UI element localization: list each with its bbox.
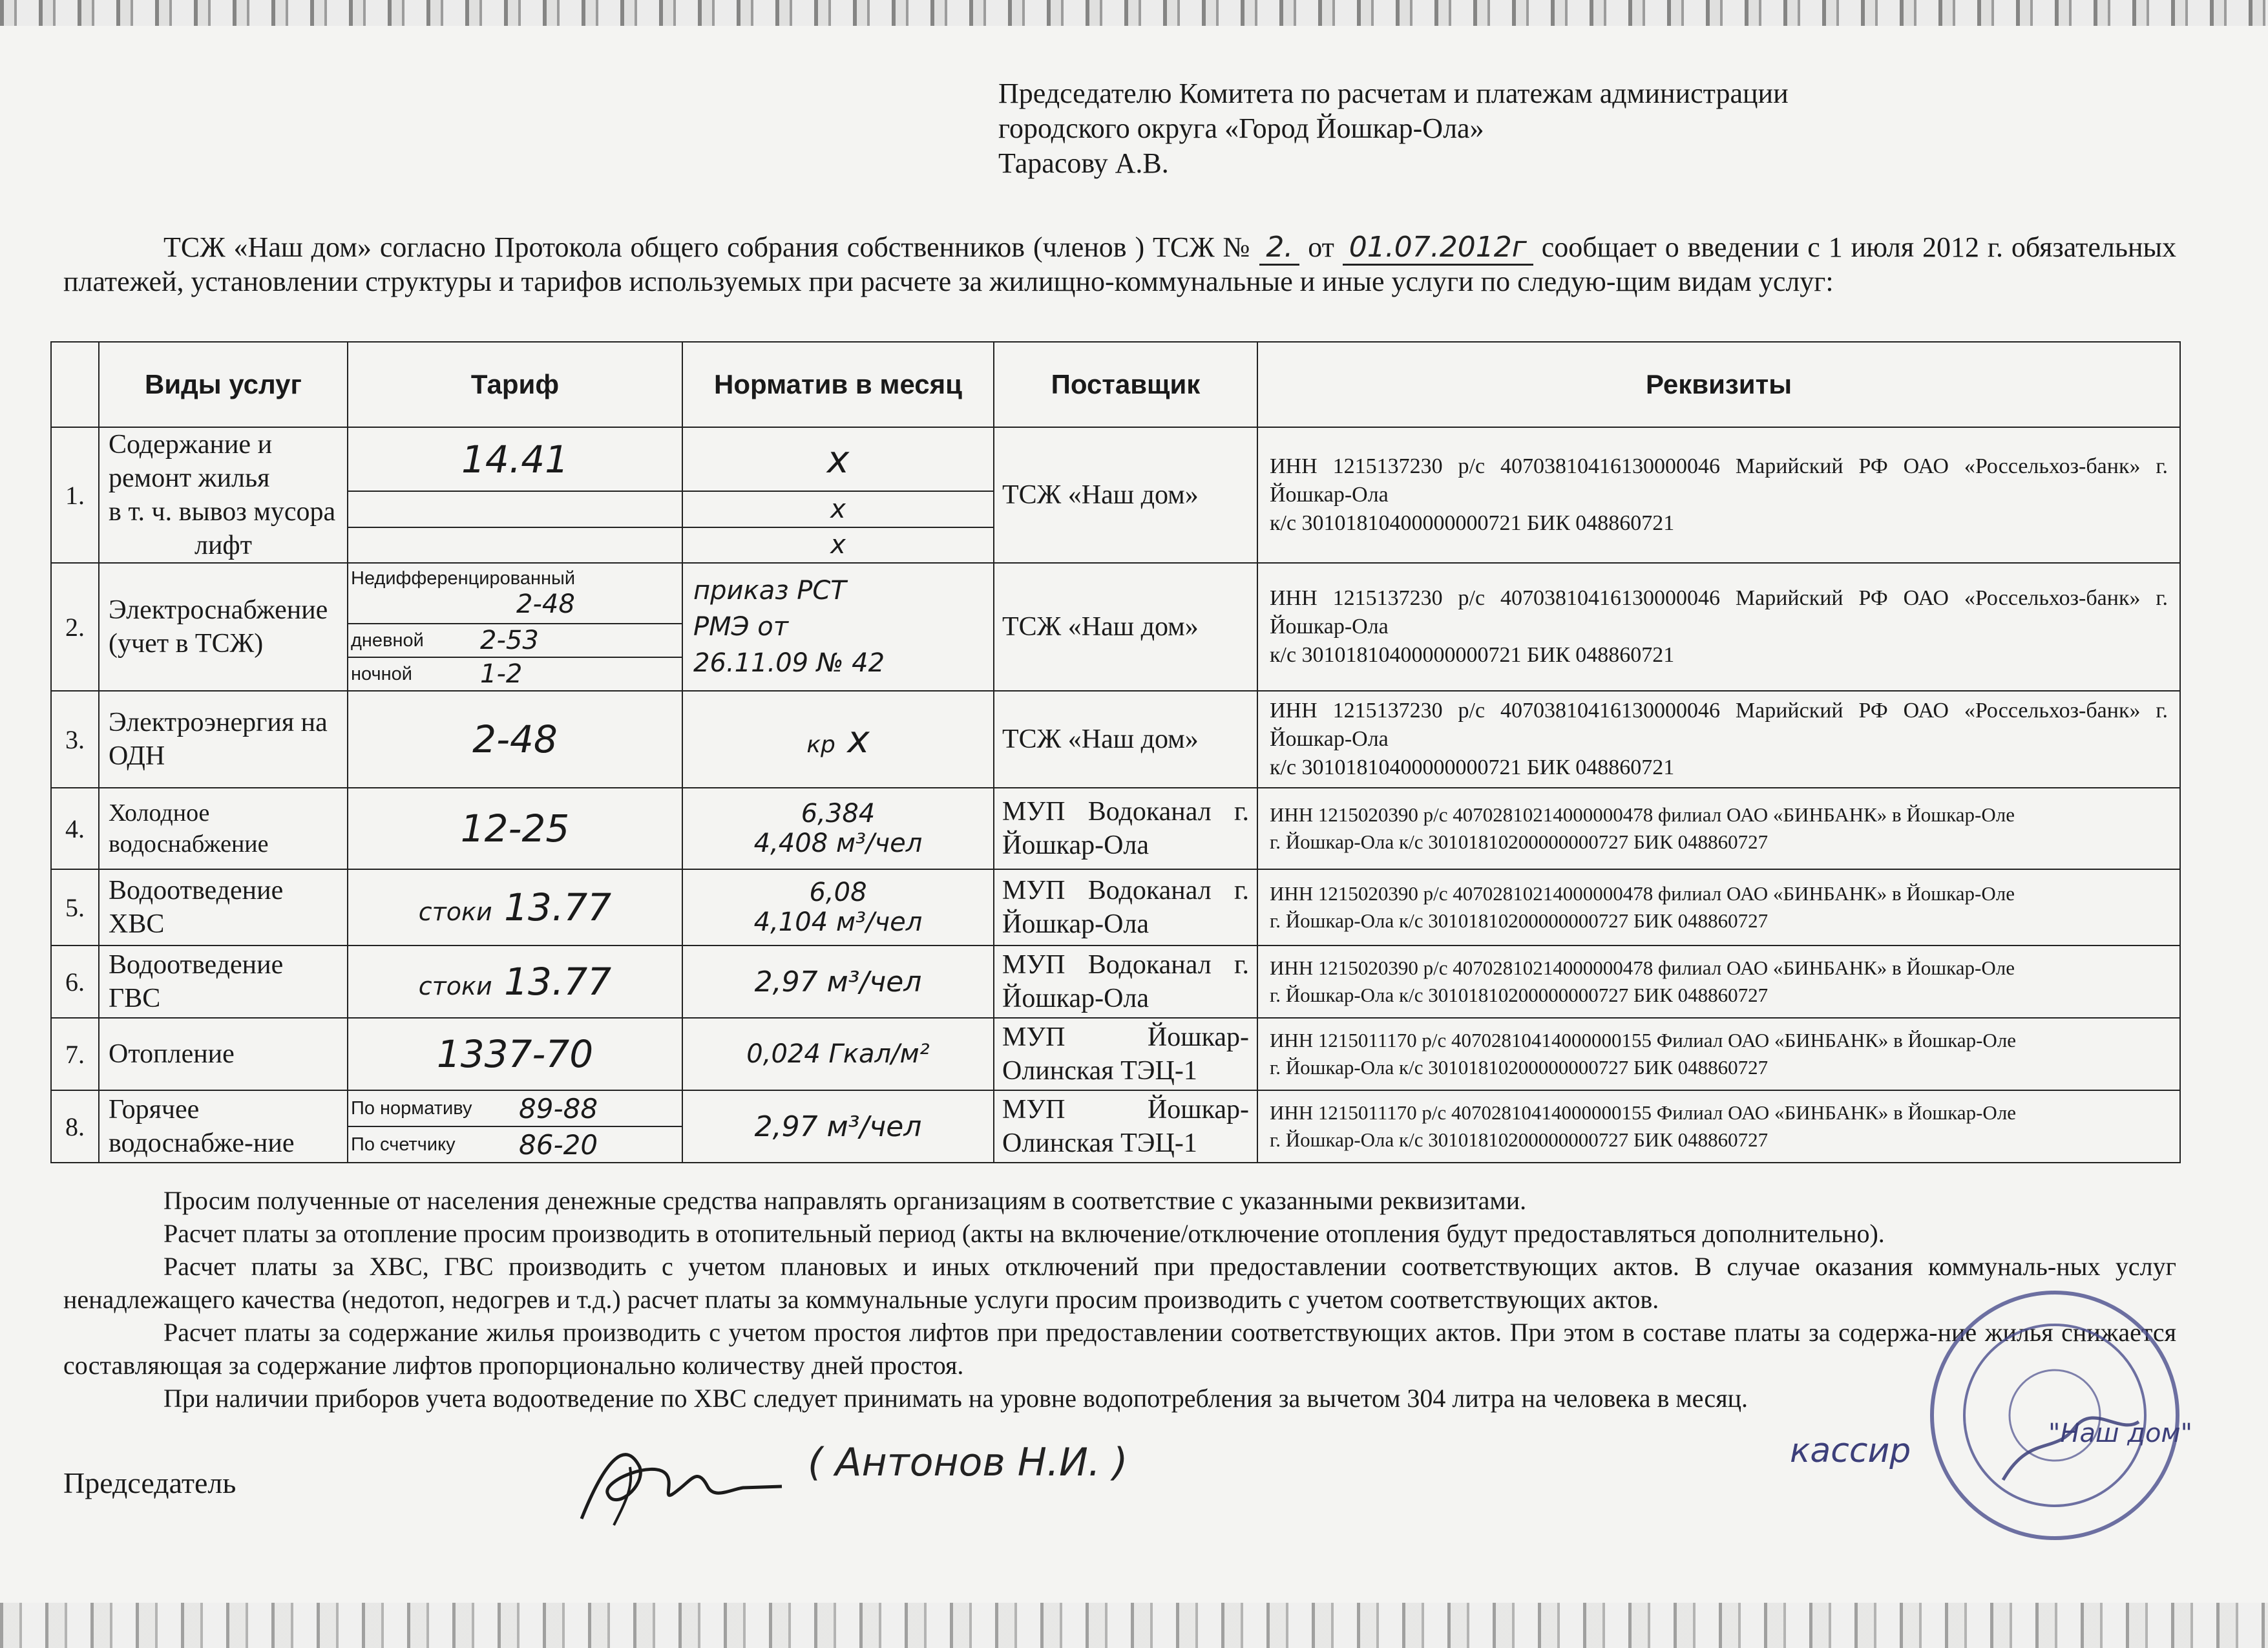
round-stamp-image: [1926, 1286, 2184, 1545]
table-row: [51, 788, 2180, 869]
addressee-line2: городского округа «Город Йошкар-Ола»: [998, 112, 1484, 144]
row-num: 4.: [51, 788, 99, 869]
tariff-sub-cell: [348, 563, 682, 624]
body-paragraphs: [63, 1184, 2176, 1415]
requisites-line: г. Йошкар-Ола к/с 30101810200000000727 БИК 048860727: [1270, 909, 1769, 932]
tariff-value: 14.41: [348, 427, 682, 491]
requisites: [1257, 869, 2180, 945]
intro-part3: сообщает о введении с 1 июля 2012 г. обязательных платежей, установлении структуры и тарифов используемых при расчете за жилищно-коммунальные и иные услуги по следую-щим видам услуг:: [63, 231, 2177, 297]
table-row: [51, 563, 2180, 624]
norm-prefix: кр: [806, 732, 835, 758]
norm-main: 4,104 м³/чел: [753, 907, 923, 937]
col-tariff: Тариф: [348, 342, 682, 427]
protocol-number: 2.: [1259, 231, 1299, 266]
norm-line: приказ РСТ: [693, 576, 846, 606]
row-num: 2.: [51, 563, 99, 691]
requisites-line: ИНН 1215137230 р/с 40703810416130000046 Марийский РФ ОАО «Россельхоз-банк» г. Йошкар-Ола: [1270, 699, 2168, 751]
col-num: [51, 342, 99, 427]
sub-label: Недифференцированный: [351, 567, 576, 589]
row-num: 3.: [51, 691, 99, 788]
service-line: в т. ч. вывоз мусора: [109, 497, 336, 527]
stamp-handwriting: кассир: [1790, 1431, 1911, 1470]
requisites-line: г. Йошкар-Ола к/с 30101810200000000727 БИК 048860727: [1270, 1056, 1769, 1079]
intro-part2: от: [1308, 231, 1334, 263]
requisites-line: ИНН 1215011170 р/с 40702810414000000155 Филиал ОАО «БИНБАНК» в Йошкар-Оле: [1270, 1101, 2017, 1124]
service-line: лифт: [194, 531, 252, 560]
sub-label: ночной: [351, 663, 412, 684]
tariff-sub-cell: [348, 657, 682, 691]
tariff-value: 13.77: [504, 960, 612, 1004]
paragraph: Просим полученные от населения денежные средства направлять организациям в соответствие с указанными реквизитами.: [163, 1186, 1527, 1215]
paragraph: Расчет платы за содержание жилья производить с учетом простоя лифтов при предоставлении соответствующих актов. При этом в составе платы за содержа-ние жилья снижается составляющая за содержание лифтов пропорционально количеству дней простоя.: [63, 1318, 2176, 1380]
service-name: Водоотведение ГВС: [99, 945, 348, 1018]
sub-value: 1-2: [480, 659, 523, 689]
table-row: [51, 1090, 2180, 1126]
sub-label: По нормативу: [351, 1097, 472, 1119]
norm-top: 6,08: [809, 878, 867, 907]
protocol-date: 01.07.2012г: [1343, 231, 1533, 266]
norm-value: [682, 563, 994, 691]
tariff-prefix: стоки: [418, 898, 492, 926]
sub-value: 86-20: [519, 1128, 598, 1161]
requisites: [1257, 1090, 2180, 1163]
signer-title: Председатель: [63, 1466, 236, 1499]
table-row: [51, 1018, 2180, 1090]
signature-image: [569, 1428, 788, 1538]
scan-edge-top: [0, 0, 2268, 26]
norm-value: [682, 691, 994, 788]
norm-line: РМЭ от: [693, 612, 789, 642]
supplier-name: ТСЖ «Наш дом»: [994, 427, 1257, 563]
tariff-empty: [348, 527, 682, 563]
requisites-line: г. Йошкар-Ола к/с 30101810200000000727 БИК 048860727: [1270, 830, 1769, 853]
addressee-block: [998, 76, 1789, 181]
requisites-line: ИНН 1215011170 р/с 40702810414000000155 Филиал ОАО «БИНБАНК» в Йошкар-Оле: [1270, 1029, 2017, 1051]
service-name: Отопление: [99, 1018, 348, 1090]
tariff-sub-cell: [348, 1090, 682, 1126]
supplier-name: ТСЖ «Наш дом»: [994, 563, 1257, 691]
requisites: [1257, 945, 2180, 1018]
service-name: Горячее водоснабже-ние: [99, 1090, 348, 1163]
requisites-line: ИНН 1215137230 р/с 40703810416130000046 Марийский РФ ОАО «Россельхоз-банк» г. Йошкар-Ола: [1270, 586, 2168, 639]
service-name: Электроснабжение (учет в ТСЖ): [99, 563, 348, 691]
norm-top: 6,384: [801, 799, 876, 829]
supplier-name: МУП Йошкар-Олинская ТЭЦ-1: [994, 1090, 1257, 1163]
norm-value: х: [682, 427, 994, 491]
col-requisites: Реквизиты: [1257, 342, 2180, 427]
sub-value: 2-48: [516, 589, 575, 619]
norm-value: [682, 869, 994, 945]
requisites-line: г. Йошкар-Ола к/с 30101810200000000727 БИК 048860727: [1270, 984, 1769, 1006]
scan-edge-bottom: [0, 1603, 2268, 1648]
requisites-line: ИНН 1215020390 р/с 40702810214000000478 филиал ОАО «БИНБАНК» в Йошкар-Оле: [1270, 803, 2015, 826]
paragraph: Расчет платы за отопление просим производить в отопительный период (акты на включение/отключение отопления будут предоставляться дополнительно).: [163, 1219, 1885, 1248]
tariff-empty: [348, 491, 682, 527]
tariff-cell: [348, 869, 682, 945]
intro-paragraph: [63, 230, 2176, 299]
sub-value: 2-53: [480, 626, 539, 655]
row-num: 8.: [51, 1090, 99, 1163]
requisites: [1257, 563, 2180, 691]
norm-main: 4,408 м³/чел: [753, 829, 923, 858]
paragraph: Расчет платы за ХВС, ГВС производить с учетом плановых и иных отключений при предоставлении соответствующих актов. В случае оказания коммуналь-ных услуг ненадлежащего качества (недотоп, недогрев и т.д.) расчет платы за коммунальные услуги просим производить с учетом соответствующих актов.: [63, 1252, 2176, 1314]
signer-name: ( Антонов Н.И. ): [808, 1440, 1128, 1485]
row-num: 7.: [51, 1018, 99, 1090]
table-row: [51, 945, 2180, 1018]
row-num: 1.: [51, 427, 99, 563]
tariff-value: 1337-70: [348, 1018, 682, 1090]
addressee-line1: Председателю Комитета по расчетам и платежам администрации: [998, 78, 1789, 109]
addressee-line3: Тарасову А.В.: [998, 147, 1169, 179]
sub-label: дневной: [351, 629, 424, 651]
stamp-text: "Наш дом": [2048, 1419, 2193, 1448]
service-name: Водоотведение ХВС: [99, 869, 348, 945]
sub-value: 89-88: [519, 1092, 598, 1125]
intro-part1: ТСЖ «Наш дом» согласно Протокола общего собрания собственников (членов ) ТСЖ №: [163, 231, 1252, 263]
requisites-line: к/с 30101810400000000721 БИК 048860721: [1270, 511, 1675, 535]
service-name: Электроэнергия на ОДН: [99, 691, 348, 788]
requisites-line: ИНН 1215137230 р/с 40703810416130000046 Марийский РФ ОАО «Россельхоз-банк» г. Йошкар-Ола: [1270, 454, 2168, 507]
requisites-line: к/с 30101810400000000721 БИК 048860721: [1270, 643, 1675, 667]
norm-value: [682, 788, 994, 869]
service-line: Содержание и ремонт жилья: [109, 430, 273, 493]
norm-mark: х: [847, 717, 870, 761]
table-row: [51, 869, 2180, 945]
supplier-name: МУП Водоканал г. Йошкар-Ола: [994, 869, 1257, 945]
col-norm: Норматив в месяц: [682, 342, 994, 427]
sub-label: По счетчику: [351, 1134, 456, 1155]
requisites: [1257, 691, 2180, 788]
tariff-sub-cell: [348, 624, 682, 657]
supplier-name: МУП Водоканал г. Йошкар-Ола: [994, 945, 1257, 1018]
norm-value: х: [682, 527, 994, 563]
supplier-name: ТСЖ «Наш дом»: [994, 691, 1257, 788]
supplier-name: МУП Водоканал г. Йошкар-Ола: [994, 788, 1257, 869]
requisites: [1257, 427, 2180, 563]
row-num: 5.: [51, 869, 99, 945]
requisites-line: к/с 30101810400000000721 БИК 048860721: [1270, 755, 1675, 779]
tariff-value: 12-25: [348, 788, 682, 869]
tariff-sub-cell: [348, 1126, 682, 1163]
service-name: [99, 427, 348, 563]
requisites-line: г. Йошкар-Ола к/с 30101810200000000727 БИК 048860727: [1270, 1128, 1769, 1151]
norm-value: 0,024 Гкал/м²: [682, 1018, 994, 1090]
service-name: Холодное водоснабжение: [99, 788, 348, 869]
table-header-row: [51, 342, 2180, 427]
tariff-value: 2-48: [348, 691, 682, 788]
supplier-name: МУП Йошкар-Олинская ТЭЦ-1: [994, 1018, 1257, 1090]
paragraph: При наличии приборов учета водоотведение по ХВС следует принимать на уровне водопотребления за вычетом 304 литра на человека в месяц.: [163, 1384, 1748, 1413]
row-num: 6.: [51, 945, 99, 1018]
requisites: [1257, 788, 2180, 869]
tariff-cell: [348, 945, 682, 1018]
table-row: [51, 691, 2180, 788]
requisites-line: ИНН 1215020390 р/с 40702810214000000478 филиал ОАО «БИНБАНК» в Йошкар-Оле: [1270, 882, 2015, 905]
norm-value: 2,97 м³/чел: [682, 1090, 994, 1163]
norm-line: 26.11.09 № 42: [693, 648, 885, 678]
requisites: [1257, 1018, 2180, 1090]
tariff-value: 13.77: [504, 885, 612, 929]
norm-value: х: [682, 491, 994, 527]
tariff-prefix: стоки: [418, 972, 492, 1000]
requisites-line: ИНН 1215020390 р/с 40702810214000000478 филиал ОАО «БИНБАНК» в Йошкар-Оле: [1270, 956, 2015, 979]
col-supplier: Поставщик: [994, 342, 1257, 427]
table-row: [51, 427, 2180, 491]
col-services: Виды услуг: [99, 342, 348, 427]
tariff-table: [50, 341, 2181, 1163]
norm-value: 2,97 м³/чел: [682, 945, 994, 1018]
